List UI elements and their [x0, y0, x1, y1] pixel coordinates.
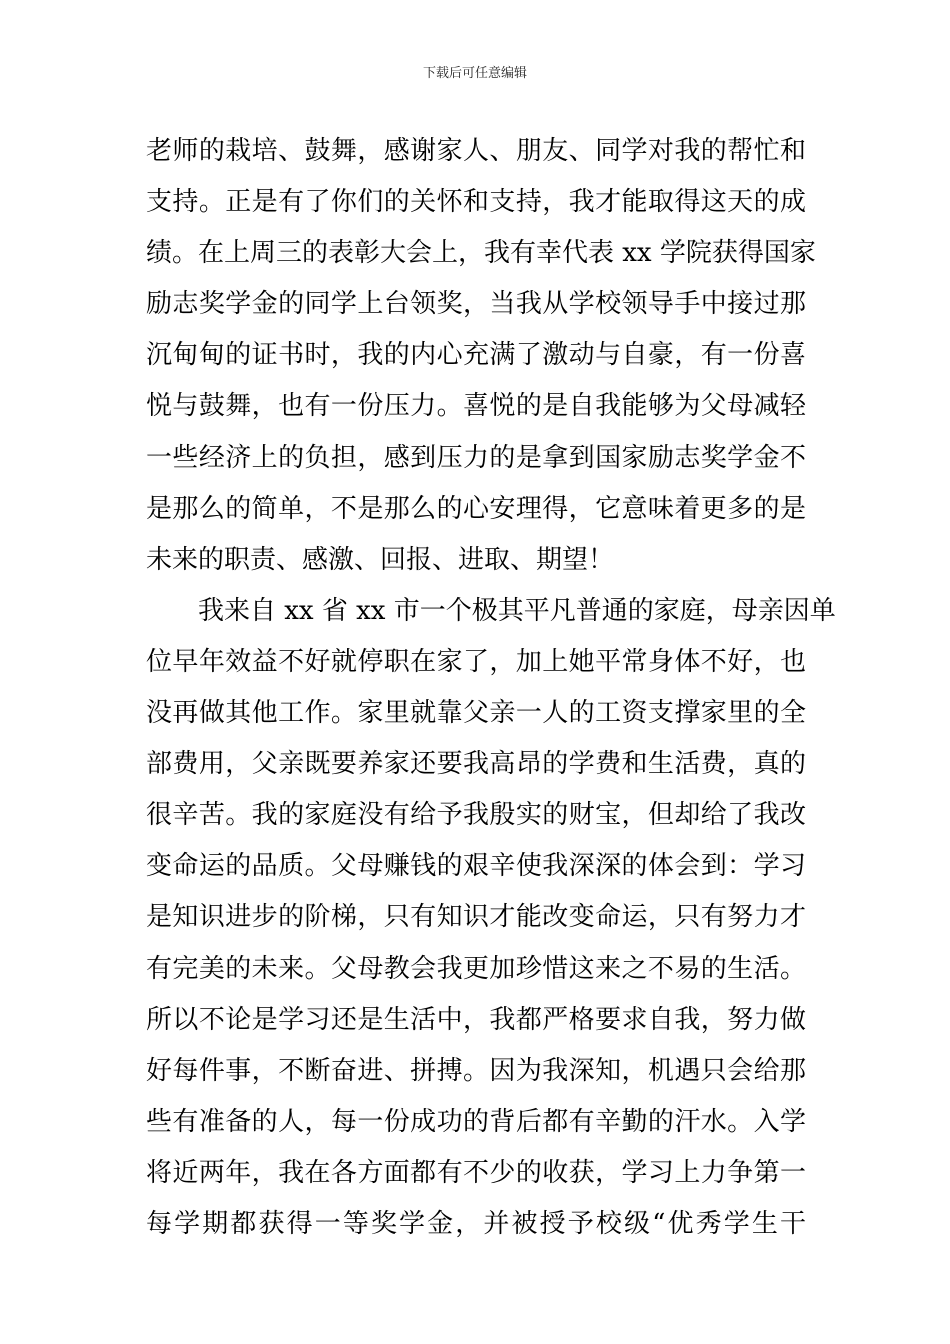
text-line: 是那么的简单，不是那么的心安理得，它意味着更多的是: [146, 493, 806, 524]
text-line: 每学期都获得一等奖学金，并被授予校级“优秀学生干: [146, 1208, 806, 1239]
text-line: 我来自 xx 省 xx 市一个极其平凡普通的家庭，母亲因单: [198, 595, 836, 626]
text-line: 悦与鼓舞，也有一份压力。喜悦的是自我能够为父母减轻: [146, 391, 806, 422]
text-line: 好每件事，不断奋进、拼搏。因为我深知，机遇只会给那: [146, 1055, 806, 1086]
paragraph-1: [146, 126, 816, 586]
text-line: 是知识进步的阶梯，只有知识才能改变命运，只有努力才: [146, 902, 806, 933]
text-line: 些有准备的人，每一份成功的背后都有辛勤的汗水。入学: [146, 1106, 806, 1137]
text-line: 变命运的品质。父母赚钱的艰辛使我深深的体会到：学习: [146, 851, 806, 882]
text-line: 绩。在上周三的表彰大会上，我有幸代表 xx 学院获得国家: [146, 238, 816, 269]
text-line: 沉甸甸的证书时，我的内心充满了激动与自豪，有一份喜: [146, 340, 806, 371]
text-line: 有完美的未来。父母教会我更加珍惜这来之不易的生活。: [146, 953, 806, 984]
document-body: [146, 126, 836, 1250]
text-line: 未来的职责、感激、回报、进取、期望！: [146, 544, 615, 575]
text-line: 很辛苦。我的家庭没有给予我殷实的财宝，但却给了我改: [146, 800, 806, 831]
text-line: 将近两年，我在各方面都有不少的收获，学习上力争第一: [146, 1157, 806, 1188]
text-line: 励志奖学金的同学上台领奖，当我从学校领导手中接过那: [146, 289, 806, 320]
text-line: 老师的栽培、鼓舞，感谢家人、朋友、同学对我的帮忙和: [146, 136, 806, 166]
text-line: 部费用，父亲既要养家还要我高昂的学费和生活费，真的: [146, 749, 806, 780]
text-line: 一些经济上的负担，感到压力的是拿到国家励志奖学金不: [146, 442, 806, 473]
text-line: 所以不论是学习还是生活中，我都严格要求自我，努力做: [146, 1004, 806, 1035]
text-line: 位早年效益不好就停职在家了，加上她平常身体不好，也: [146, 646, 806, 677]
text-line: 没再做其他工作。家里就靠父亲一人的工资支撑家里的全: [146, 698, 806, 729]
header-note: 下载后可任意编辑: [422, 66, 527, 81]
text-line: 支持。正是有了你们的关怀和支持，我才能取得这天的成: [146, 187, 806, 218]
paragraph-2: [146, 586, 836, 1250]
